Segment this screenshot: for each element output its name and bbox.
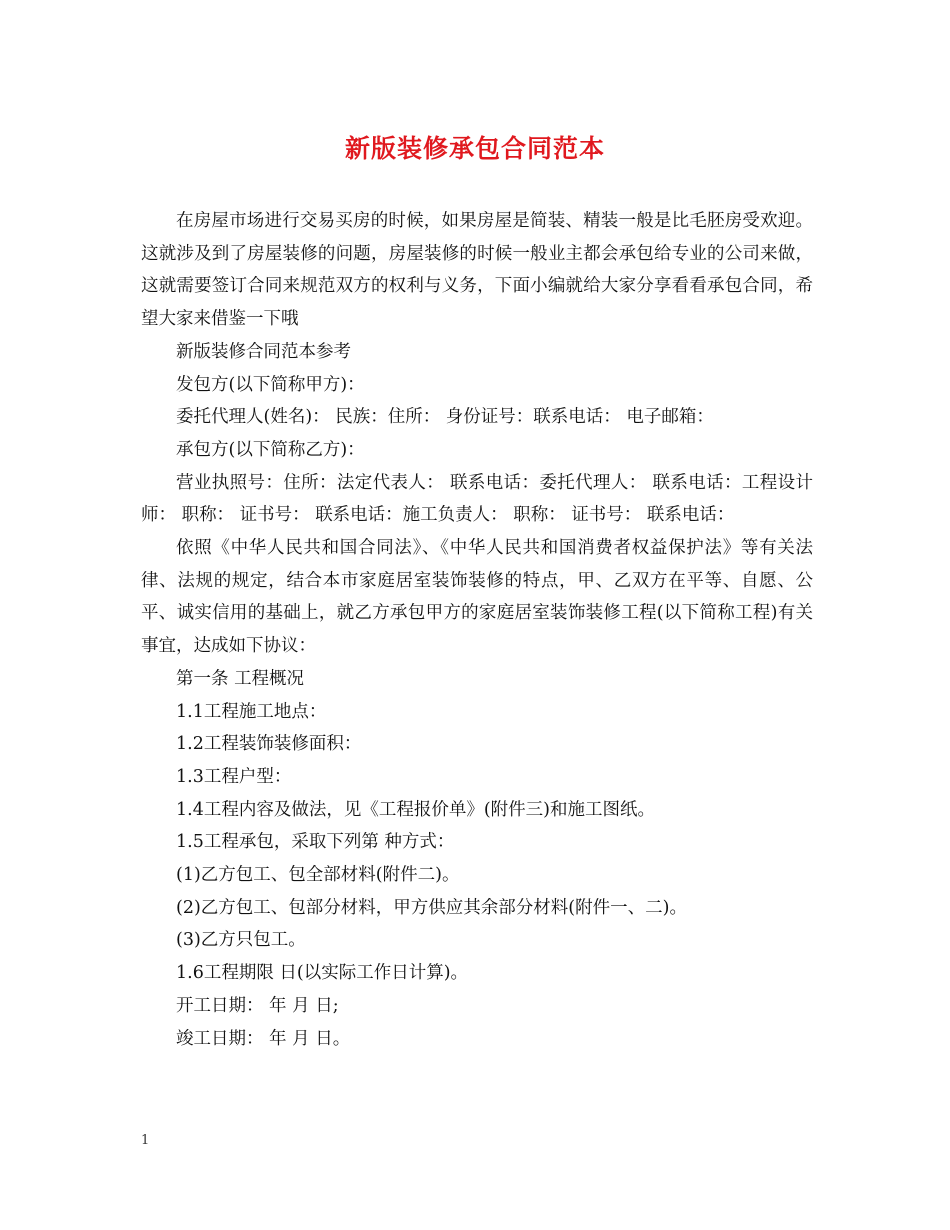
paragraph-intro: 在房屋市场进行交易买房的时候，如果房屋是简装、精装一般是比毛胚房受欢迎。这就涉及到了房屋装修的问题，房屋装修的时候一般业主都会承包给专业的公司来做，这就需要签订合同来规范双方的权利与义务，下面小编就给大家分享看看承包合同，希望大家来借鉴一下哦 <box>141 211 813 330</box>
paragraph-1-2: 1.2工程装饰装修面积： <box>176 734 362 755</box>
paragraph-option-3: (3)乙方只包工。 <box>176 930 306 951</box>
paragraph-legal-basis: 依照《中华人民共和国合同法》、《中华人民共和国消费者权益保护法》等有关法律、法规的规定，结合本市家庭居室装饰装修的特点，甲、乙双方在平等、自愿、公平、诚实信用的基础上，就乙方承包甲方的家庭居室装饰装修工程(以下简称工程)有关事宜，达成如下协议： <box>141 538 813 657</box>
paragraph-1-5: 1.5工程承包，采取下列第 种方式： <box>176 832 455 853</box>
document-title: 新版装修承包合同范本 <box>344 134 605 163</box>
paragraph-contractor: 承包方(以下简称乙方)： <box>176 439 365 460</box>
paragraph-start-date: 开工日期： 年 月 日; <box>176 995 339 1016</box>
document-body <box>141 205 813 1055</box>
paragraph-employer-agent: 委托代理人(姓名)： 民族：住所： 身份证号：联系电话： 电子邮箱： <box>176 407 714 428</box>
paragraph-1-3: 1.3工程户型： <box>176 766 292 787</box>
paragraph-employer: 发包方(以下简称甲方)： <box>176 374 365 395</box>
paragraph-contractor-details: 营业执照号：住所：法定代表人： 联系电话：委托代理人： 联系电话：工程设计师： 职称： 证书号： 联系电话：施工负责人： 职称： 证书号： 联系电话： <box>141 472 813 526</box>
paragraph-1-4: 1.4工程内容及做法，见《工程报价单》(附件三)和施工图纸。 <box>176 799 655 820</box>
paragraph-article-1: 第一条 工程概况 <box>176 668 305 689</box>
page-number: 1 <box>141 1133 150 1148</box>
paragraph-end-date: 竣工日期： 年 月 日。 <box>176 1028 351 1049</box>
paragraph-option-2: (2)乙方包工、包部分材料，甲方供应其余部分材料(附件一、二)。 <box>176 897 687 918</box>
paragraph-option-1: (1)乙方包工、包全部材料(附件二)。 <box>176 865 460 886</box>
paragraph-1-6: 1.6工程期限 日(以实际工作日计算)。 <box>176 963 469 984</box>
paragraph-subtitle: 新版装修合同范本参考 <box>176 341 351 362</box>
paragraph-1-1: 1.1工程施工地点： <box>176 701 327 722</box>
